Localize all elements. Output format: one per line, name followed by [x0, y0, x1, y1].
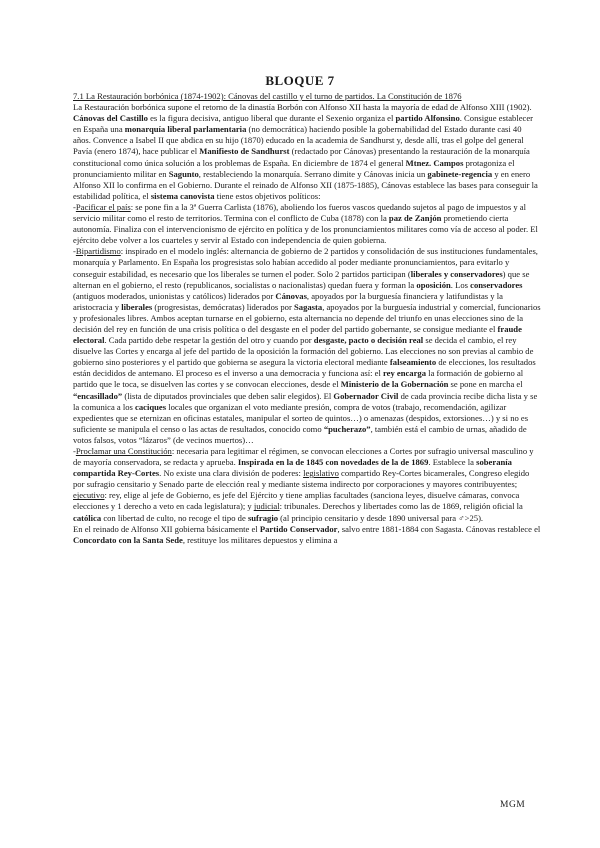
paragraph-alfonso-xii-text: En el reinado de Alfonso XII gobierna básicamente el Partido Conservador, salvo entre 1881-1884 con Sagasta. Cánovas restablece el Concordato con la Santa Sede, restituye los militares depuestos y elimina a [73, 523, 541, 545]
label-pacificar: Pacificar el país [75, 201, 131, 212]
section-heading: 7.1 La Restauración borbónica (1874-1902): Cánovas del castillo y el turno de partidos. La Constitución de 1876 [73, 91, 462, 101]
page-title: BLOQUE 7 [265, 73, 335, 88]
document-body [73, 91, 541, 546]
paragraph-alfonso-xii [73, 524, 541, 546]
paragraph-constitucion: -Proclamar una Constitución: necesaria para legitimar el régimen, se convocan elecciones a Cortes por sufragio universal masculino y de mayoría conservadora, se redacta y aprueba. Inspirada en la de 1845 con novedades de la de 1869. Establece la soberanía compartida Rey-Cortes. No existe una clara división de poderes: legislativo compartido Rey-Cortes bicamerales, Congreso elegido por sufragio censitario y Senado parte de elección real y mediante sistema indirecto por corporaciones y mayores contribuyentes; ejecutivo: rey, elige al jefe de Gobierno, es jefe del Ejército y tiene amplias facultades (sanciona leyes, disuelve cámaras, convoca elecciones y 1 derecho a veto en cada legislatura); y judicial: tribunales. Derechos y libertades como las de 1869, religión oficial la católica con libertad de culto, no recoge el tipo de sufragio (al principio censitario y desde 1890 universal para ♂>25). [73, 446, 534, 523]
paragraph-pacificar-text: : se pone fin a la 3ª Guerra Carlista (1876), aboliendo los fueros vascos quedando sujetos al pago de impuestos y al servicio militar como el resto de territorios. Termina con el conflicto de Cuba (1878) con la paz de Zanjón prometiendo cierta autonomía. Finaliza con el intervencionismo de ejército en política y de los pronunciamientos militares como vía de acceso al poder. El ejército debe volver a los cuarteles y servir al Estado con independencia de quien gobierna. [73, 201, 538, 246]
paragraph-bipartidismo-text: : inspirado en el modelo inglés: alternancia de gobierno de 2 partidos y consolidación de sus instituciones fundamentales, monarquía y Parlamento. En España los progresistas solo habían accedido al poder mediante pronunciamientos, para evitarlo y conseguir estabilidad, es necesario que los liberales se turnen el poder. Solo 2 partidos participan (liberales y conservadores) que se alternan en el gobierno, el resto (republicanos, socialistas o nacionalistas) quedan fuera y forman la oposición. Los conservadores (antiguos moderados, unionistas y católicos) liderados por Cánovas, apoyados por la burguesía financiera y latifundistas y la aristocracia y liberales (progresistas, demócratas) liderados por Sagasta, apoyados por la burguesía industrial y comercial, funcionarios y profesionales libres. Ambos aceptan turnarse en el gobierno, esta alternancia no depende del triunfo en unas elecciones sino de la decisión del rey en función de una crisis política o del desgaste en el poder del partido gobernante, se consigue mediante el fraude electoral. Cada partido debe respetar la gestión del otro y cuando por desgaste, pacto o decisión real se decida el cambio, el rey disuelve las Cortes y encarga al jefe del partido de la oposición la formación del gobierno. Las elecciones no son previas al cambio de gobierno sino posteriores y el partido que gobierna se asegura la victoria electoral mediante falseamiento de elecciones, los resultados están decididos de antemano. El proceso es el inverso a una democracia y funciona así: el rey encarga la formación de gobierno al partido que le toca, se disuelven las cortes y se convocan elecciones, desde el Ministerio de la Gobernación se pone en marcha el “encasillado” (lista de diputados provinciales que deben salir elegidos). El Gobernador Civil de cada provincia recibe dicha lista y se la comunica a los caciques locales que organizan el voto mediante presión, compra de votos (trabajo, recomendación, agilizar expedientes que se eternizan en oficinas estatales, manipular el sorteo de quintos…) o amenazas (despidos, extorsiones…) y si no es suficiente se manipula el censo o las actas de resultados, conocido como “pucherazo”, también está el cambio de urnas, añadido de votos falsos, votos “lázaros” (de vecinos muertos)… [73, 246, 541, 445]
paragraph-constitucion-text: : necesaria para legitimar el régimen, se convocan elecciones a Cortes por sufragio universal masculino y de mayoría conservadora, se redacta y aprueba. Inspirada en la de 1845 con novedades de la de 1869. Establece la soberanía compartida Rey-Cortes. No existe una clara división de poderes: legislativo compartido Rey-Cortes bicamerales, Congreso elegido por sufragio censitario y Senado parte de elección real y mediante sistema indirecto por corporaciones y mayores contribuyentes; ejecutivo: rey, elige al jefe de Gobierno, es jefe del Ejército y tiene amplias facultades (sanciona leyes, disuelve cámaras, convoca elecciones y 1 derecho a veto en cada legislatura); y judicial: tribunales. Derechos y libertades como las de 1869, religión oficial la católica con libertad de culto, no recoge el tipo de sufragio (al principio censitario y desde 1890 universal para ♂>25). [73, 446, 534, 523]
label-bipartidismo: Bipartidismo [75, 246, 121, 257]
footer-initials: MGM [500, 800, 526, 810]
label-constitucion: Proclamar una Constitución [75, 446, 172, 456]
paragraph-intro [73, 102, 541, 202]
paragraph-pacificar: -Pacificar el país: se pone fin a la 3ª Guerra Carlista (1876), aboliendo los fueros vascos quedando sujetos al pago de impuestos y al servicio militar como el resto de territorios. Termina con el conflicto de Cuba (1878) con la paz de Zanjón prometiendo cierta autonomía. Finaliza con el intervencionismo de ejército en política y de los pronunciamientos militares como vía de acceso al poder. El ejército debe volver a los cuarteles y servir al Estado con independencia de quien gobierna. [73, 201, 538, 246]
paragraph-intro-text: La Restauración borbónica supone el retorno de la dinastía Borbón con Alfonso XII hasta la mayoría de edad de Alfonso XIII (1902). Cánovas del Castillo es la figura decisiva, antiguo liberal que durante el Sexenio organiza el partido Alfonsino. Consigue establecer en España una monarquía liberal parlamentaria (no democrática) haciendo posible la gobernabilidad del Estado durante casi 40 años. Convence a Isabel II que abdica en su hijo (1870) educado en la academia de Sandhurst y, desde allí, tras el golpe del general Pavía (enero 1874), hace publicar el Manifiesto de Sandhurst (redactado por Cánovas) presentando la restauración de la monarquía constitucional como única solución a los problemas de España. En diciembre de 1874 el general Mtnez. Campos protagoniza el pronunciamiento militar en Sagunto, restableciendo la monarquía. Serrano dimite y Cánovas inicia un gabinete-regencia y en enero Alfonso XII lo confirma en el Gobierno. Durante el reinado de Alfonso XII (1875-1885), Cánovas establece las bases para conseguir la estabilidad política, el sistema canovista tiene estos objetivos políticos: [73, 102, 538, 201]
paragraph-bipartidismo: -Bipartidismo: inspirado en el modelo inglés: alternancia de gobierno de 2 partidos y consolidación de sus instituciones fundamentales, monarquía y Parlamento. En España los progresistas solo habían accedido al poder mediante pronunciamientos, para evitarlo y conseguir estabilidad, es necesario que los liberales se turnen el poder. Solo 2 partidos participan (liberales y conservadores) que se alternan en el gobierno, el resto (republicanos, socialistas o nacionalistas) quedan fuera y forman la oposición. Los conservadores (antiguos moderados, unionistas y católicos) liderados por Cánovas, apoyados por la burguesía financiera y latifundistas y la aristocracia y liberales (progresistas, demócratas) liderados por Sagasta, apoyados por la burguesía industrial y comercial, funcionarios y profesionales libres. Ambos aceptan turnarse en el gobierno, esta alternancia no depende del triunfo en unas elecciones sino de la decisión del rey en función de una crisis política o del desgaste en el poder del partido gobernante, se consigue mediante el fraude electoral. Cada partido debe respetar la gestión del otro y cuando por desgaste, pacto o decisión real se decida el cambio, el rey disuelve las Cortes y encarga al jefe del partido de la oposición la formación del gobierno. Las elecciones no son previas al cambio de gobierno sino posteriores y el partido que gobierna se asegura la victoria electoral mediante falseamiento de elecciones, los resultados están decididos de antemano. El proceso es el inverso a una democracia y funciona así: el rey encarga la formación de gobierno al partido que le toca, se disuelven las cortes y se convocan elecciones, desde el Ministerio de la Gobernación se pone en marcha el “encasillado” (lista de diputados provinciales que deben salir elegidos). El Gobernador Civil de cada provincia recibe dicha lista y se la comunica a los caciques locales que organizan el voto mediante presión, compra de votos (trabajo, recomendación, agilizar expedientes que se eternizan en oficinas estatales, manipular el sorteo de quintos…) o amenazas (despidos, extorsiones…) y si no es suficiente se manipula el censo o las actas de resultados, conocido como “pucherazo”, también está el cambio de urnas, añadido de votos falsos, votos “lázaros” (de vecinos muertos)… [73, 246, 541, 445]
